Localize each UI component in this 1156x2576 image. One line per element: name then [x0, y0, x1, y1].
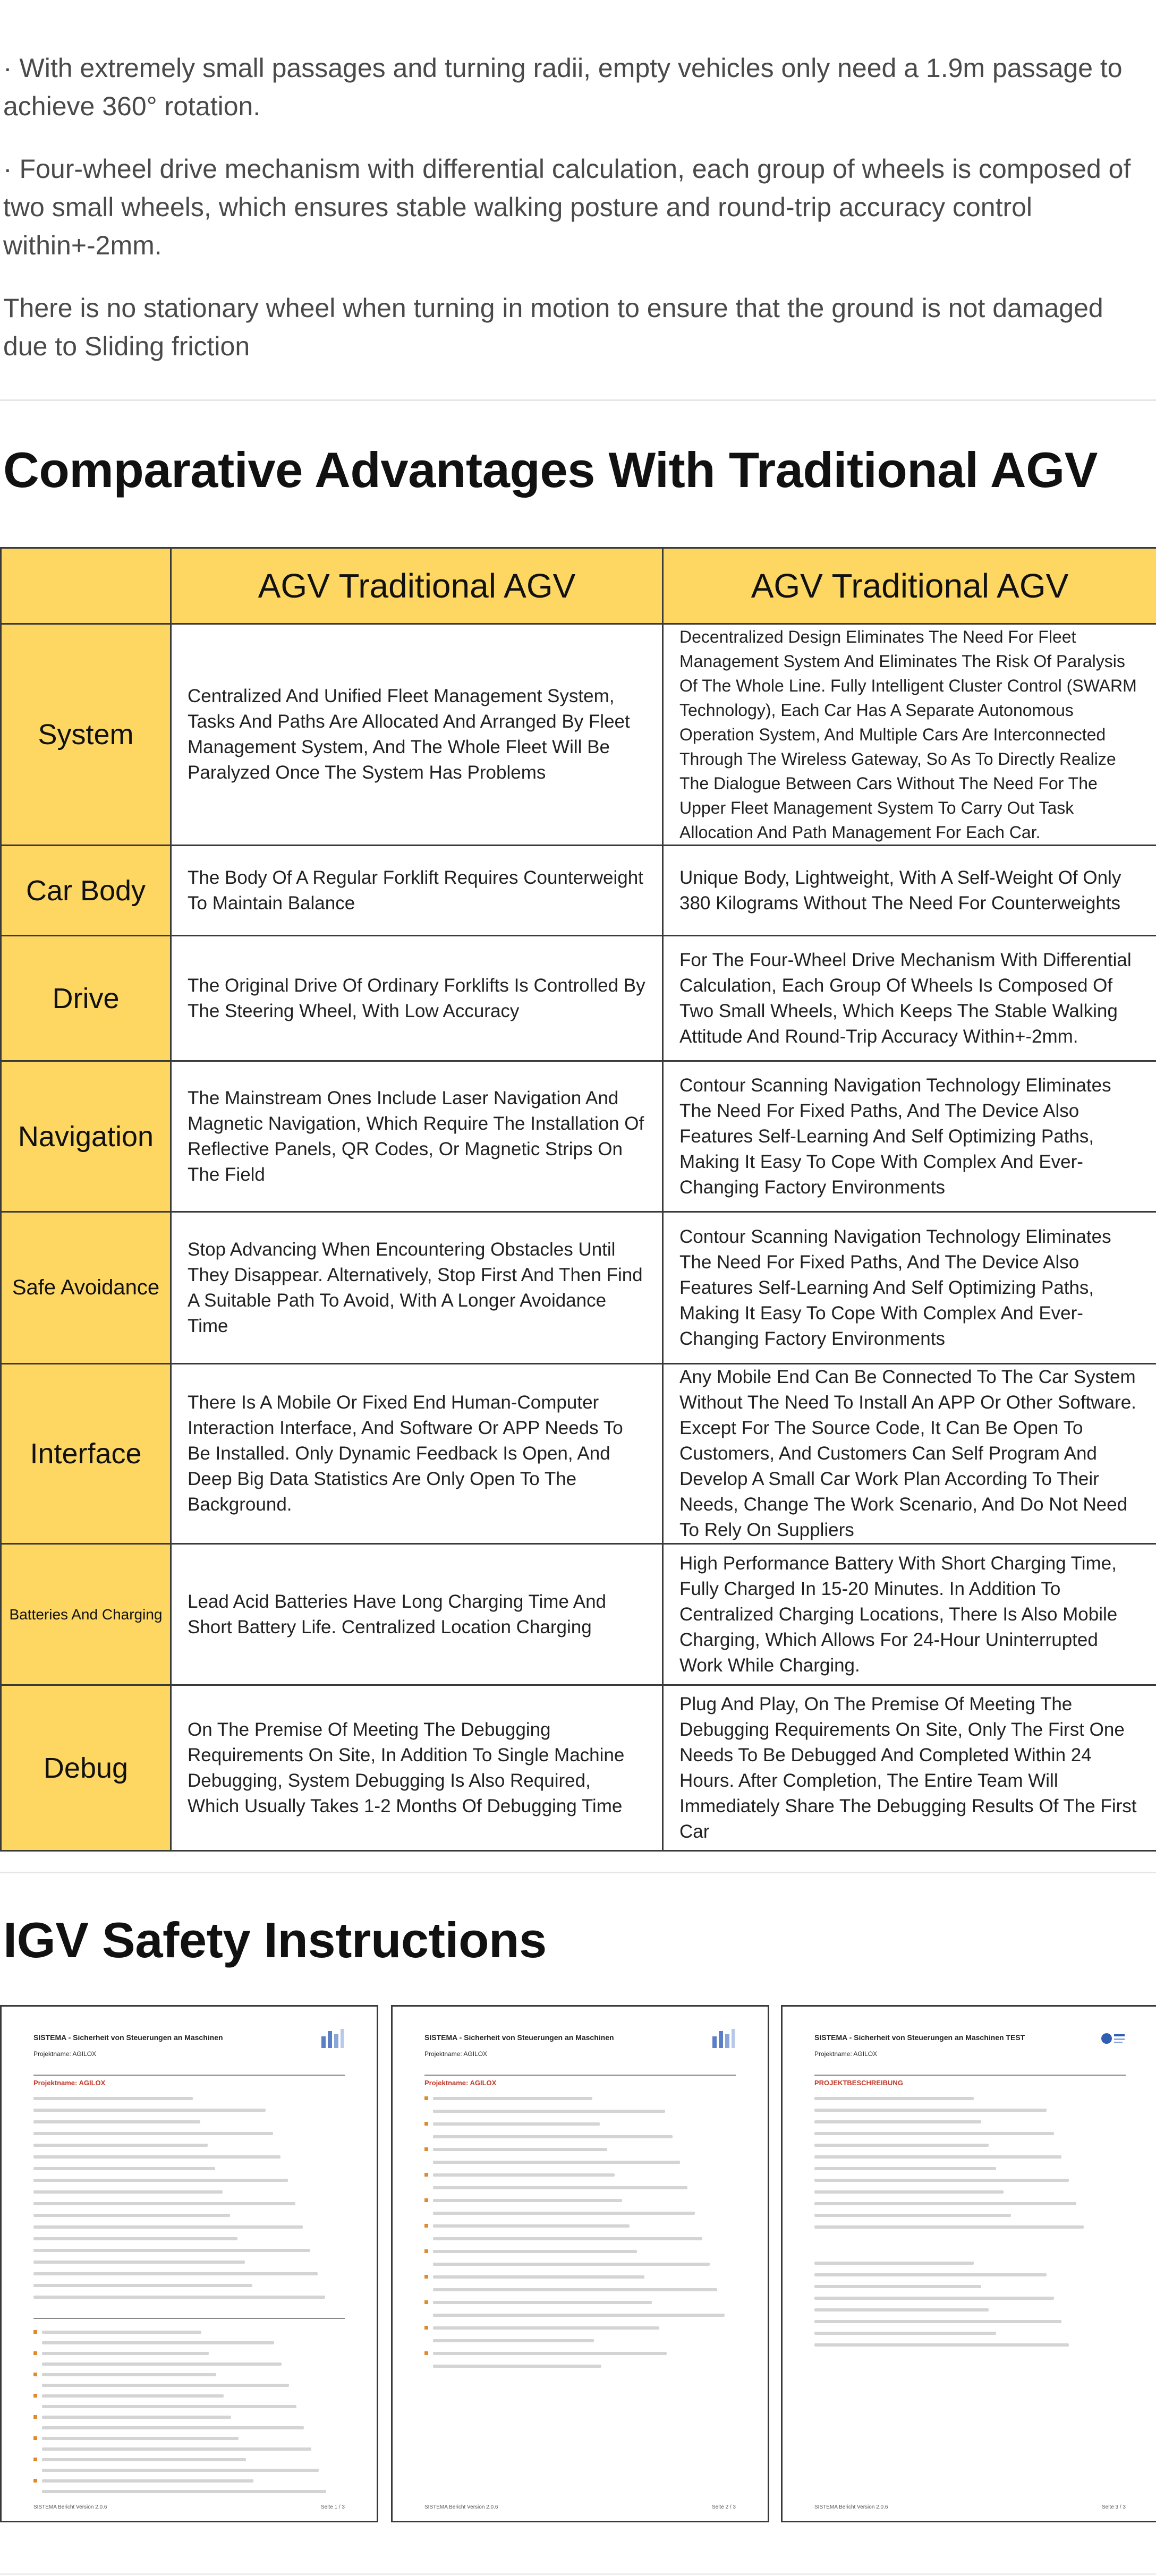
- document-bullet-marker: [33, 2436, 37, 2440]
- advantage-cell: Contour Scanning Navigation Technology Eliminates The Need For Fixed Paths, And The Device Also Features Self-Learning And Self Optimizing Paths, Making It Easy To Cope With Complex And Ever-Changing Factory Environments: [663, 1212, 1156, 1364]
- document-text-line: [33, 2237, 237, 2240]
- document-bullet-marker: [33, 2415, 37, 2419]
- bullet-no-stationary-wheel: There is no stationary wheel when turning in motion to ensure that the ground is not damaged due to Sliding friction: [3, 293, 1103, 361]
- document-footer: SISTEMA Bericht Version 2.0.6: [424, 2504, 498, 2510]
- advantage-cell: Decentralized Design Eliminates The Need For Fleet Management System And Eliminates The Risk Of Paralysis Of The Whole Line. Fully Intelligent Cluster Control (SWARM Technology), Each Car Has A Separate Autonomous Operation System, And Multiple Cars Are Interconnected Through The Wireless Gateway, So As To Directly Realize The Dialogue Between Cars Without The Need For The Upper Fleet Management System To Carry Out Task Allocation And Path Management For Each Car.: [663, 624, 1156, 846]
- document-header: SISTEMA - Sicherheit von Steuerungen an Maschinen: [33, 2033, 223, 2042]
- comparison-title: Comparative Advantages With Traditional AGV: [3, 442, 1098, 498]
- section-divider: [0, 399, 1156, 401]
- traditional-cell: The Body Of A Regular Forklift Requires Counterweight To Maintain Balance: [171, 846, 663, 936]
- document-text-line: [433, 2339, 594, 2342]
- document-text-line: [814, 2308, 989, 2311]
- document-text-line: [814, 2109, 1047, 2112]
- document-text-line: [42, 2384, 289, 2387]
- document-text-line: [433, 2263, 710, 2266]
- document-text-line: [33, 2109, 266, 2112]
- document-project: Projektname: AGILOX: [33, 2050, 97, 2058]
- document-text-line: [814, 2332, 996, 2335]
- document-page-number: Seite 1 / 3: [320, 2504, 345, 2510]
- table-row: [1, 936, 1156, 1061]
- traditional-cell: Centralized And Unified Fleet Management System, Tasks And Paths Are Allocated And Arranged By Fleet Management System, And The Whole Fleet Will Be Paralyzed Once The System Has Problems: [171, 624, 663, 846]
- table-row: [1, 1212, 1156, 1364]
- document-text-line: [814, 2297, 1054, 2300]
- document-text-line: [42, 2405, 296, 2408]
- document-text-line: [433, 2288, 717, 2291]
- document-logo-icon: [1100, 2028, 1126, 2050]
- document-text-line: [33, 2120, 200, 2123]
- document-text-line: [42, 2341, 274, 2344]
- document-text-line: [433, 2161, 680, 2164]
- document-page-number: Seite 2 / 3: [711, 2504, 736, 2510]
- safety-document-page-3[interactable]: [781, 2005, 1156, 2522]
- document-text-line: [42, 2352, 209, 2355]
- document-text-line: [433, 2199, 622, 2202]
- document-text-line: [433, 2097, 592, 2100]
- document-bullet-marker: [33, 2351, 37, 2355]
- row-label: Safe Avoidance: [1, 1212, 171, 1364]
- document-text-line: [42, 2416, 231, 2419]
- document-text-line: [33, 2155, 280, 2159]
- document-text-line: [42, 2469, 319, 2472]
- row-label: Car Body: [1, 846, 171, 936]
- document-text-line: [433, 2224, 630, 2228]
- document-text-line: [433, 2122, 600, 2126]
- document-bullet-marker: [33, 2330, 37, 2334]
- document-text-line: [433, 2148, 607, 2151]
- document-logo-icon: [319, 2028, 345, 2050]
- document-text-line: [42, 2479, 253, 2483]
- document-text-line: [814, 2097, 974, 2100]
- row-label: Navigation: [1, 1061, 171, 1212]
- document-text-line: [33, 2132, 273, 2135]
- row-label: Batteries And Charging: [1, 1544, 171, 1685]
- document-section-title: Projektname: AGILOX: [33, 2079, 106, 2087]
- document-text-line: [814, 2120, 981, 2123]
- table-row: [1, 1544, 1156, 1685]
- document-project: Projektname: AGILOX: [814, 2050, 878, 2058]
- document-text-line: [33, 2261, 245, 2264]
- document-text-line: [42, 2458, 246, 2461]
- traditional-cell: The Mainstream Ones Include Laser Navigation And Magnetic Navigation, Which Require The Installation Of Reflective Panels, QR Codes, Or Magnetic Strips On The Field: [171, 1061, 663, 1212]
- document-text-line: [433, 2173, 615, 2177]
- traditional-cell: The Original Drive Of Ordinary Forklifts Is Controlled By The Steering Wheel, With Low Accuracy: [171, 936, 663, 1061]
- document-text-line: [814, 2262, 974, 2265]
- document-bullet-marker: [33, 2394, 37, 2398]
- document-bullet-marker: [424, 2224, 428, 2228]
- document-text-line: [814, 2155, 1061, 2159]
- document-text-line: [814, 2273, 1047, 2276]
- table-row: [1, 1061, 1156, 1212]
- document-header: SISTEMA - Sicherheit von Steuerungen an Maschinen: [424, 2033, 614, 2042]
- table-row: [1, 1685, 1156, 1851]
- document-text-line: [33, 2202, 295, 2205]
- document-text-line: [33, 2097, 193, 2100]
- row-label: Debug: [1, 1685, 171, 1851]
- document-text-line: [42, 2426, 304, 2429]
- document-text-line: [433, 2186, 687, 2189]
- document-bullet-marker: [33, 2373, 37, 2376]
- advantage-cell: For The Four-Wheel Drive Mechanism With Differential Calculation, Each Group Of Wheels Is Composed Of Two Small Wheels, Which Keeps The Stable Walking Attitude And Round-Trip Accuracy Within+-2mm.: [663, 936, 1156, 1061]
- header-traditional: AGV Traditional AGV: [171, 548, 663, 624]
- document-project: Projektname: AGILOX: [424, 2050, 488, 2058]
- document-text-line: [42, 2373, 216, 2376]
- document-text-line: [42, 2490, 326, 2493]
- document-text-line: [33, 2284, 252, 2287]
- document-rule: [424, 2075, 736, 2076]
- traditional-cell: On The Premise Of Meeting The Debugging Requirements On Site, In Addition To Single Machine Debugging, System Debugging Is Also Required, Which Usually Takes 1-2 Months Of Debugging Time: [171, 1685, 663, 1851]
- bullet-four-wheel: · Four-wheel drive mechanism with differential calculation, each group of wheels is composed of two small wheels, which ensures stable walking posture and round-trip accuracy control within+-2mm.: [3, 154, 1131, 260]
- safety-document-page-2[interactable]: [391, 2005, 769, 2522]
- document-text-line: [433, 2365, 601, 2368]
- document-text-line: [433, 2326, 659, 2330]
- section-divider: [0, 1872, 1156, 1873]
- document-bullet-marker: [424, 2147, 428, 2151]
- feature-bullets: [3, 49, 1151, 390]
- document-text-line: [433, 2314, 725, 2317]
- document-text-line: [814, 2179, 1069, 2182]
- safety-document-page-1[interactable]: [0, 2005, 378, 2522]
- document-bullet-marker: [424, 2275, 428, 2279]
- document-text-line: [33, 2296, 325, 2299]
- traditional-cell: There Is A Mobile Or Fixed End Human-Computer Interaction Interface, And Software Or APP Needs To Be Installed. Only Dynamic Feedback Is Open, And Deep Big Data Statistics Are Only Open To The Background.: [171, 1364, 663, 1544]
- safety-documents: [0, 2005, 1156, 2523]
- document-text-line: [433, 2352, 667, 2355]
- document-text-line: [433, 2275, 644, 2279]
- table-header-row: [1, 548, 1156, 624]
- bullet-rotation: · With extremely small passages and turning radii, empty vehicles only need a 1.9m passage to achieve 360° rotation.: [3, 53, 1123, 121]
- document-text-line: [814, 2285, 981, 2288]
- document-rule: [33, 2075, 345, 2076]
- advantage-cell: Contour Scanning Navigation Technology Eliminates The Need For Fixed Paths, And The Device Also Features Self-Learning And Self Optimizing Paths, Making It Easy To Cope With Complex And Ever-Changing Factory Environments: [663, 1061, 1156, 1212]
- document-section-title: Projektname: AGILOX: [424, 2079, 497, 2087]
- document-text-line: [33, 2167, 215, 2170]
- header-advantage: AGV Traditional AGV: [663, 548, 1156, 624]
- traditional-cell: Stop Advancing When Encountering Obstacles Until They Disappear. Alternatively, Stop First And Then Find A Suitable Path To Avoid, With A Longer Avoidance Time: [171, 1212, 663, 1364]
- document-text-line: [814, 2214, 1011, 2217]
- table-row: [1, 1364, 1156, 1544]
- document-text-line: [814, 2132, 1054, 2135]
- document-text-line: [33, 2190, 223, 2194]
- document-text-line: [33, 2225, 303, 2229]
- document-bullet-marker: [424, 2173, 428, 2177]
- document-section-title: PROJEKTBESCHREIBUNG: [814, 2079, 903, 2087]
- document-bullet-marker: [424, 2249, 428, 2253]
- document-bullet-marker: [424, 2326, 428, 2330]
- advantage-cell: Unique Body, Lightweight, With A Self-Weight Of Only 380 Kilograms Without The Need For Counterweights: [663, 846, 1156, 936]
- document-logo-icon: [710, 2028, 736, 2050]
- document-bullet-marker: [424, 2096, 428, 2100]
- document-text-line: [433, 2250, 637, 2253]
- header-empty-cell: [1, 548, 171, 624]
- document-text-line: [814, 2167, 996, 2170]
- advantage-cell: High Performance Battery With Short Charging Time, Fully Charged In 15-20 Minutes. In Addition To Centralized Charging Locations, There Is Also Mobile Charging, Which Allows For 24-Hour Uninterrupted Work While Charging.: [663, 1544, 1156, 1685]
- bottom-divider: [0, 2573, 1156, 2575]
- document-bullet-marker: [424, 2300, 428, 2304]
- document-bullet-marker: [33, 2458, 37, 2461]
- document-rule: [814, 2075, 1126, 2076]
- row-label: Drive: [1, 936, 171, 1061]
- document-text-line: [814, 2144, 989, 2147]
- document-text-line: [433, 2212, 695, 2215]
- document-text-line: [33, 2144, 208, 2147]
- advantage-cell: Any Mobile End Can Be Connected To The Car System Without The Need To Install An APP Or Other Software. Except For The Source Code, It Can Be Open To Customers, And Customers Can Self Program And Develop A Small Car Work Plan According To Their Needs, Change The Work Scenario, And Do Not Need To Rely On Suppliers: [663, 1364, 1156, 1544]
- document-text-line: [42, 2331, 201, 2334]
- row-label: Interface: [1, 1364, 171, 1544]
- document-bullet-marker: [424, 2122, 428, 2126]
- document-text-line: [33, 2179, 288, 2182]
- safety-title: IGV Safety Instructions: [3, 1912, 547, 1968]
- document-text-line: [33, 2214, 230, 2217]
- document-text-line: [42, 2447, 311, 2451]
- table-row: [1, 624, 1156, 846]
- document-bullet-marker: [424, 2351, 428, 2355]
- traditional-cell: Lead Acid Batteries Have Long Charging Time And Short Battery Life. Centralized Location Charging: [171, 1544, 663, 1685]
- document-text-line: [814, 2202, 1076, 2205]
- table-row: [1, 846, 1156, 936]
- document-page-number: Seite 3 / 3: [1101, 2504, 1126, 2510]
- document-text-line: [433, 2301, 652, 2304]
- document-text-line: [814, 2190, 1004, 2194]
- document-text-line: [42, 2362, 282, 2366]
- document-text-line: [42, 2437, 239, 2440]
- document-text-line: [814, 2320, 1061, 2323]
- document-text-line: [814, 2343, 1069, 2347]
- document-text-line: [814, 2225, 1084, 2229]
- document-bullet-marker: [424, 2198, 428, 2202]
- row-label: System: [1, 624, 171, 846]
- document-text-line: [42, 2394, 224, 2398]
- document-text-line: [433, 2135, 673, 2138]
- document-rule: [33, 2318, 345, 2319]
- document-text-line: [33, 2249, 310, 2252]
- advantage-cell: Plug And Play, On The Premise Of Meeting The Debugging Requirements On Site, Only The First One Needs To Be Debugged And Completed Within 24 Hours. After Completion, The Entire Team Will Immediately Share The Debugging Results Of The First Car: [663, 1685, 1156, 1851]
- document-text-line: [433, 2237, 702, 2240]
- document-footer: SISTEMA Bericht Version 2.0.6: [33, 2504, 107, 2510]
- document-bullet-marker: [33, 2479, 37, 2483]
- document-header: SISTEMA - Sicherheit von Steuerungen an Maschinen TEST: [814, 2033, 1025, 2042]
- comparison-table: [0, 547, 1156, 1852]
- document-text-line: [433, 2110, 665, 2113]
- document-footer: SISTEMA Bericht Version 2.0.6: [814, 2504, 888, 2510]
- document-text-line: [33, 2272, 318, 2275]
